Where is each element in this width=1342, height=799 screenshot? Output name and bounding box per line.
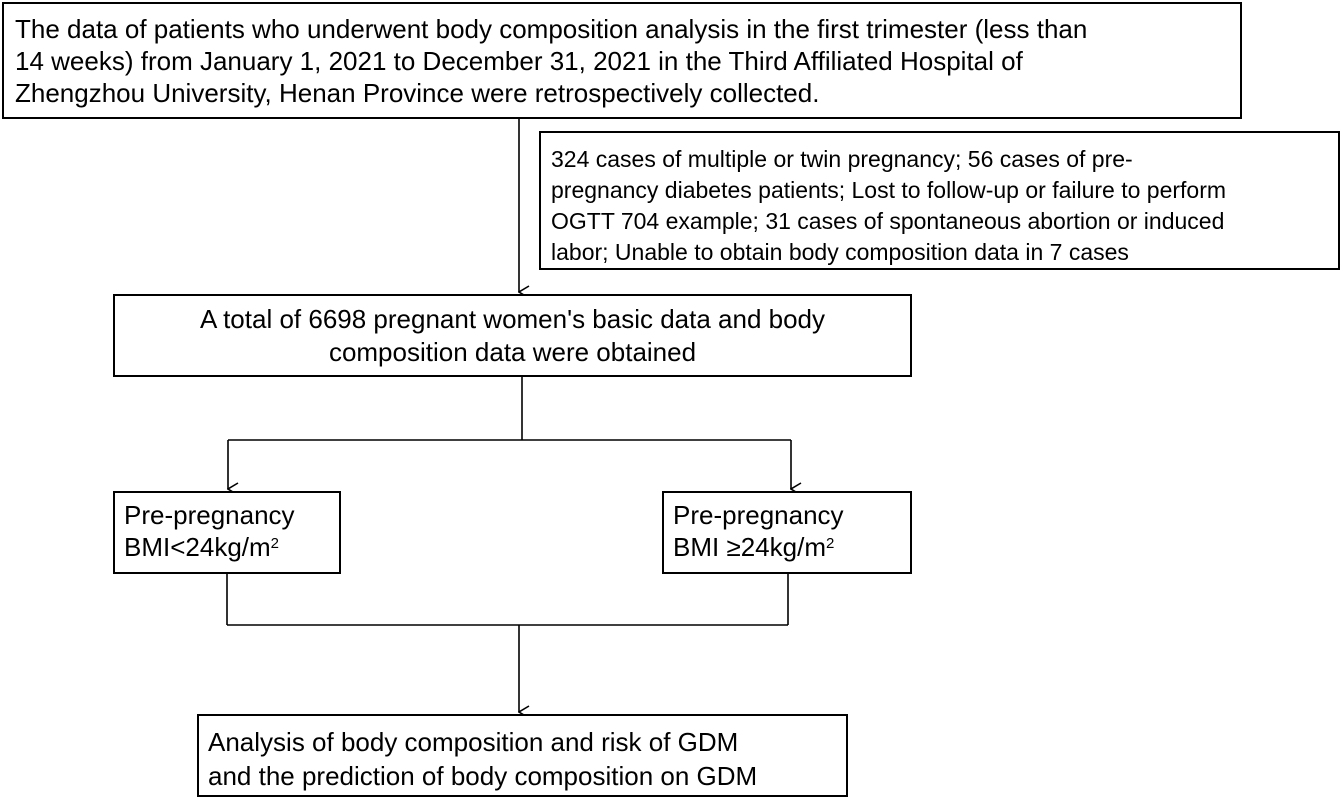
source-line-1: The data of patients who underwent body composition analysis in the first trimester (less than	[15, 14, 1088, 44]
total-line-2: composition data were obtained	[328, 337, 697, 367]
bmi-below-24-box	[113, 491, 341, 574]
bmi-low-threshold: BMI<24kg/m	[124, 532, 271, 562]
exclusion-line-3: OGTT 704 example; 31 cases of spontaneous abortion or induced	[551, 208, 1225, 234]
exclusion-criteria-box	[539, 131, 1340, 270]
analysis-line-1: Analysis of body composition and risk of GDM	[208, 727, 739, 757]
total-line-1: A total of 6698 pregnant women's basic data and body	[199, 304, 826, 334]
bmi-high-threshold: BMI ≥24kg/m	[673, 532, 826, 562]
bmi-high-exponent: 2	[825, 535, 835, 552]
source-line-2: 14 weeks) from January 1, 2021 to December 31, 2021 in the Third Affiliated Hospital of	[15, 46, 1023, 76]
analysis-box	[197, 714, 848, 797]
exclusion-line-2: pregnancy diabetes patients; Lost to follow-up or failure to perform	[551, 177, 1227, 203]
bmi-above-24-box	[662, 491, 912, 574]
bmi-low-line-1: Pre-pregnancy	[124, 500, 295, 530]
bmi-high-line-2	[673, 531, 904, 563]
bmi-low-exponent: 2	[270, 535, 280, 552]
total-obtained-box	[113, 294, 912, 377]
analysis-line-2: and the prediction of body composition on GDM	[208, 761, 758, 791]
exclusion-line-4: labor; Unable to obtain body composition data in 7 cases	[551, 239, 1129, 265]
exclusion-line-1: 324 cases of multiple or twin pregnancy; 56 cases of pre-	[551, 146, 1133, 172]
bmi-high-line-1: Pre-pregnancy	[673, 500, 844, 530]
bmi-low-line-2	[124, 531, 333, 563]
source-line-3: Zhengzhou University, Henan Province were retrospectively collected.	[15, 78, 820, 108]
data-source-box	[2, 2, 1242, 119]
